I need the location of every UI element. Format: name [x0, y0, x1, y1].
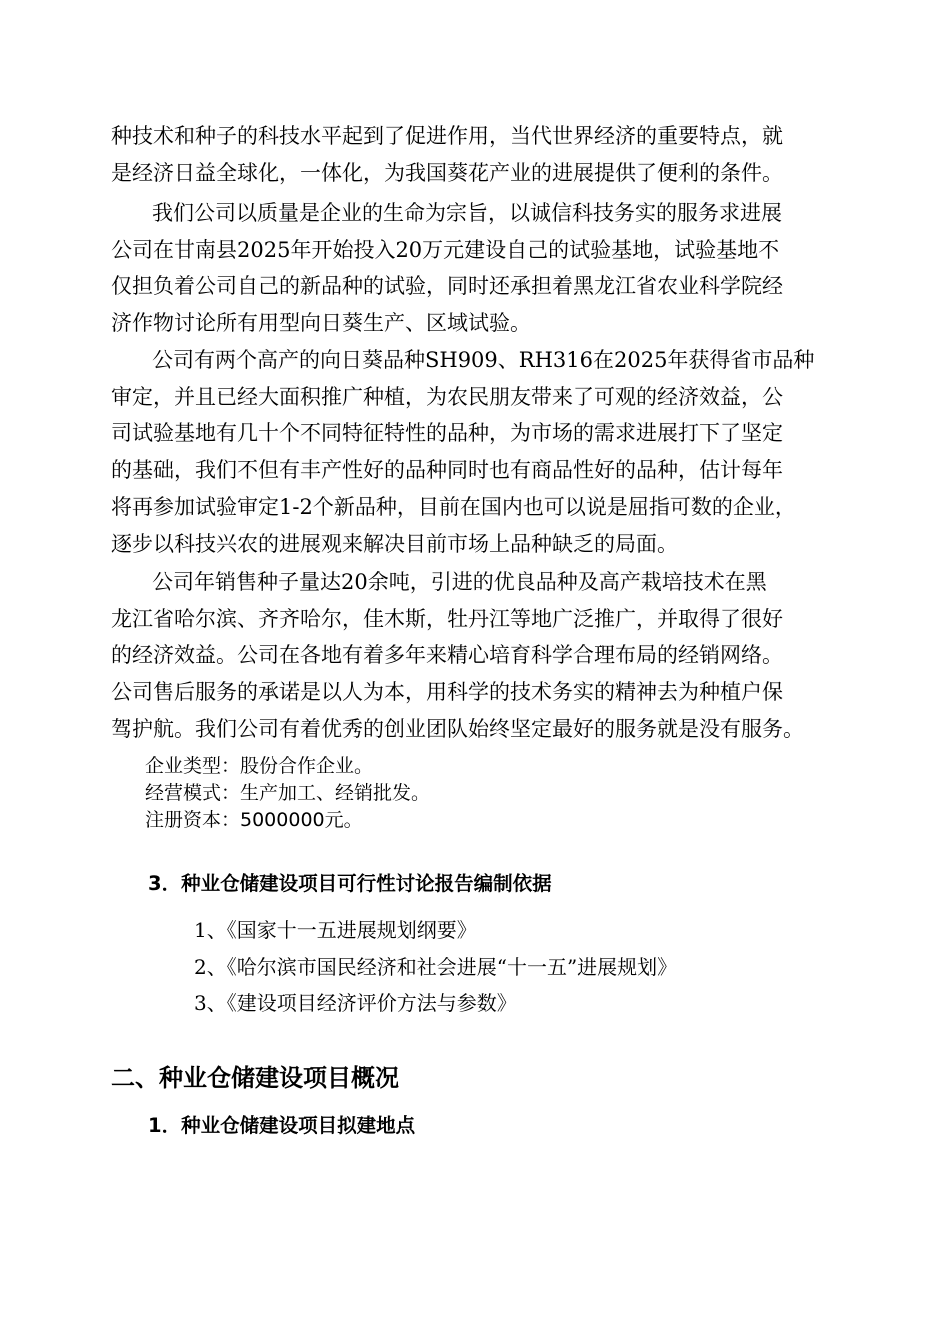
paragraph-3-line-6: 逐步以科技兴农的进展观来解决目前市场上品种缺乏的局面。 — [111, 532, 678, 556]
paragraph-4-line-4: 公司售后服务的承诺是以人为本，用科学的技术务实的精神去为种植户保 — [111, 680, 783, 704]
paragraph-4-line-1: 公司年销售种子量达20余吨，引进的优良品种及高产栽培技术在黑 — [152, 570, 767, 594]
section-1-heading: 1．种业仓储建设项目拟建地点 — [148, 1114, 416, 1137]
paragraph-4-line-3: 的经济效益。公司在各地有着多年来精心培育科学合理布局的经销网络。 — [111, 643, 783, 667]
paragraph-4-line-5: 驾护航。我们公司有着优秀的创业团队始终坚定最好的服务就是没有服务。 — [111, 717, 804, 741]
registered-capital: 注册资本：5000000元。 — [145, 809, 363, 831]
paragraph-2-line-2: 公司在甘南县2025年开始投入20万元建设自己的试验基地，试验基地不 — [111, 238, 780, 262]
paragraph-4-line-2: 龙江省哈尔滨、齐齐哈尔，佳木斯，牡丹江等地广泛推广，并取得了很好 — [111, 607, 783, 631]
paragraph-2-line-4: 济作物讨论所有用型向日葵生产、区域试验。 — [111, 311, 531, 335]
paragraph-3-line-5: 将再参加试验审定1-2个新品种，目前在国内也可以说是屈指可数的企业， — [111, 495, 796, 519]
paragraph-2-line-3: 仅担负着公司自己的新品种的试验，同时还承担着黑龙江省农业科学院经 — [111, 274, 783, 298]
paragraph-3-line-2: 审定，并且已经大面积推广种植，为农民朋友带来了可观的经济效益，公 — [111, 385, 783, 409]
paragraph-3-line-4: 的基础，我们不但有丰产性好的品种同时也有商品性好的品种，估计每年 — [111, 458, 783, 482]
chapter-2-heading: 二、种业仓储建设项目概况 — [111, 1064, 399, 1092]
reference-item-1: 1、《国家十一五进展规划纲要》 — [194, 918, 477, 942]
paragraph-3-line-3: 司试验基地有几十个不同特征特性的品种，为市场的需求进展打下了坚定 — [111, 421, 783, 445]
company-type: 企业类型：股份合作企业。 — [145, 755, 374, 777]
section-3-heading: 3．种业仓储建设项目可行性讨论报告编制依据 — [148, 872, 552, 895]
reference-item-2: 2、《哈尔滨市国民经济和社会进展“十一五”进展规划》 — [194, 955, 678, 979]
reference-item-3: 3、《建设项目经济评价方法与参数》 — [194, 991, 517, 1015]
paragraph-3-line-1: 公司有两个高产的向日葵品种SH909、RH316在2025年获得省市品种 — [152, 348, 815, 372]
paragraph-1-line-2: 是经济日益全球化，一体化，为我国葵花产业的进展提供了便利的条件。 — [111, 161, 783, 185]
business-mode: 经营模式：生产加工、经销批发。 — [145, 782, 431, 804]
paragraph-2-line-1: 我们公司以质量是企业的生命为宗旨，以诚信科技务实的服务求进展 — [152, 201, 782, 225]
paragraph-1-line-1: 种技术和种子的科技水平起到了促进作用，当代世界经济的重要特点，就 — [111, 124, 783, 148]
